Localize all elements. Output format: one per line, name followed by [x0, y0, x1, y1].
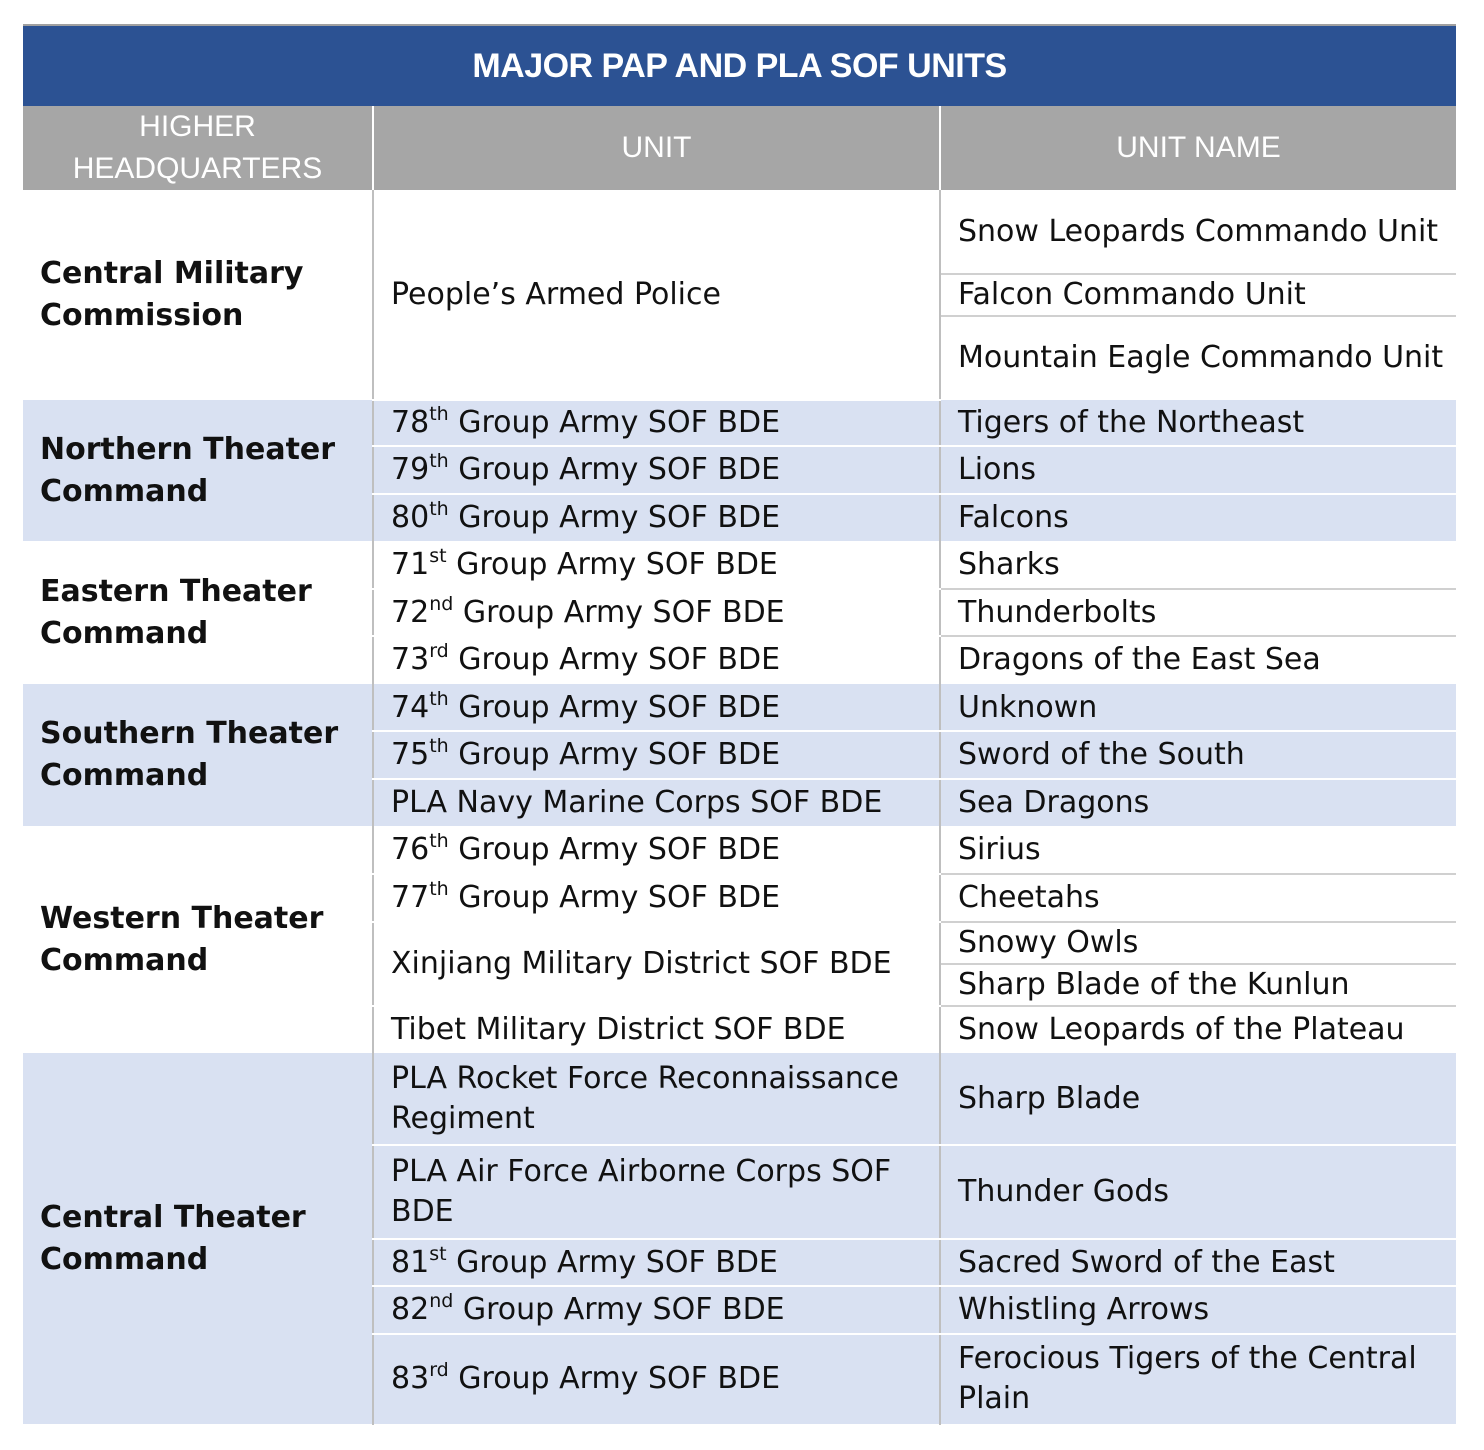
unit-type: Group Army SOF BDE — [448, 737, 781, 772]
unit-name-cell: Sword of the South — [940, 731, 1456, 779]
higher-headquarters-cell: Northern Theater Command — [23, 400, 373, 541]
unit-cell — [373, 731, 940, 779]
unit-name-cell: Sharks — [940, 541, 1456, 589]
unit-name-cell: Falcon Commando Unit — [940, 274, 1456, 316]
unit-cell: People’s Armed Police — [373, 190, 940, 400]
unit-type: Group Army SOF BDE — [448, 405, 781, 440]
table-row — [23, 190, 1456, 274]
ordinal-suffix: th — [429, 497, 449, 520]
unit-cell: Tibet Military District SOF BDE — [373, 1006, 940, 1053]
ordinal-suffix: th — [429, 878, 449, 900]
unit-cell — [373, 1334, 940, 1424]
unit-name-cell: Falcons — [940, 494, 1456, 541]
header-unit-name: UNIT NAME — [940, 106, 1456, 190]
unit-type: Group Army SOF BDE — [446, 547, 778, 582]
unit-number: 75 — [391, 737, 430, 772]
unit-cell — [373, 494, 940, 541]
ordinal-suffix: th — [429, 450, 449, 472]
unit-cell — [373, 684, 940, 731]
ordinal-suffix: th — [429, 403, 449, 425]
unit-name-cell: Lions — [940, 446, 1456, 494]
ordinal-suffix: th — [429, 830, 449, 852]
unit-number: 79 — [391, 452, 430, 487]
ordinal-suffix: st — [429, 545, 447, 567]
unit-cell: Xinjiang Military District SOF BDE — [373, 922, 940, 1006]
unit-number: 81 — [391, 1244, 430, 1280]
unit-name-cell: Tigers of the Northeast — [940, 400, 1456, 446]
table-row — [23, 400, 1456, 446]
unit-name-cell: Whistling Arrows — [940, 1286, 1456, 1334]
unit-cell — [373, 874, 940, 922]
unit-cell: PLA Navy Marine Corps SOF BDE — [373, 779, 940, 826]
unit-type: Group Army SOF BDE — [453, 594, 785, 630]
unit-name-cell: Sharp Blade — [940, 1053, 1456, 1145]
unit-number: 78 — [391, 405, 430, 440]
unit-name-cell: Thunder Gods — [940, 1145, 1456, 1239]
unit-name-cell: Snow Leopards Commando Unit — [940, 190, 1456, 274]
unit-name-cell: Snow Leopards of the Plateau — [940, 1006, 1456, 1053]
unit-type: Group Army SOF BDE — [448, 452, 781, 487]
unit-cell — [373, 636, 940, 684]
unit-type: Group Army SOF BDE — [448, 689, 781, 725]
unit-name-cell: Ferocious Tigers of the Central Plain — [940, 1334, 1456, 1424]
unit-name-cell: Sirius — [940, 826, 1456, 874]
higher-headquarters-cell: Central Theater Command — [23, 1053, 373, 1424]
unit-name-cell: Mountain Eagle Commando Unit — [940, 316, 1456, 400]
unit-cell — [373, 826, 940, 874]
sof-units-table-container — [23, 24, 1456, 1425]
unit-name-cell: Thunderbolts — [940, 589, 1456, 636]
higher-headquarters-cell: Eastern Theater Command — [23, 541, 373, 684]
ordinal-suffix: th — [429, 687, 449, 710]
unit-type: Group Army SOF BDE — [453, 1292, 785, 1327]
unit-type: Group Army SOF BDE — [448, 499, 781, 535]
unit-type: Group Army SOF BDE — [448, 642, 781, 677]
table-title: MAJOR PAP AND PLA SOF UNITS — [23, 25, 1456, 106]
unit-name-cell: Sea Dragons — [940, 779, 1456, 826]
unit-cell — [373, 400, 940, 446]
higher-headquarters-cell: Southern Theater Command — [23, 684, 373, 826]
unit-name-cell: Dragons of the East Sea — [940, 636, 1456, 684]
header-unit: UNIT — [373, 106, 940, 190]
unit-number: 77 — [391, 880, 430, 915]
unit-number: 80 — [391, 499, 430, 535]
unit-name-cell: Sacred Sword of the East — [940, 1239, 1456, 1286]
unit-number: 76 — [391, 832, 430, 867]
unit-cell — [373, 1239, 940, 1286]
sof-units-table — [23, 24, 1456, 1425]
unit-type: Group Army SOF BDE — [448, 880, 781, 915]
ordinal-suffix: st — [429, 1242, 447, 1265]
unit-number: 72 — [391, 594, 430, 630]
unit-name-cell: Cheetahs — [940, 874, 1456, 922]
table-row — [23, 826, 1456, 874]
unit-cell: PLA Rocket Force Reconnaissance Regiment — [373, 1053, 940, 1145]
unit-cell — [373, 541, 940, 589]
unit-cell — [373, 589, 940, 636]
unit-number: 73 — [391, 642, 430, 677]
ordinal-suffix: rd — [429, 640, 449, 662]
unit-cell — [373, 1286, 940, 1334]
table-row — [23, 541, 1456, 589]
unit-number: 83 — [391, 1361, 430, 1396]
unit-number: 74 — [391, 689, 430, 725]
table-body — [23, 190, 1456, 1424]
unit-name-cell: Unknown — [940, 684, 1456, 731]
unit-type: Group Army SOF BDE — [448, 832, 781, 867]
header-higher-headquarters: HIGHER HEADQUARTERS — [23, 106, 373, 190]
unit-cell — [373, 446, 940, 494]
table-row — [23, 1053, 1456, 1145]
unit-number: 82 — [391, 1292, 430, 1327]
ordinal-suffix: rd — [429, 1359, 449, 1381]
unit-name-cell: Sharp Blade of the Kunlun — [940, 964, 1456, 1006]
unit-number: 71 — [391, 547, 430, 582]
unit-name-cell: Snowy Owls — [940, 922, 1456, 964]
unit-type: Group Army SOF BDE — [446, 1244, 778, 1280]
ordinal-suffix: nd — [429, 1290, 454, 1312]
unit-cell: PLA Air Force Airborne Corps SOF BDE — [373, 1145, 940, 1239]
higher-headquarters-cell: Western Theater Command — [23, 826, 373, 1053]
higher-headquarters-cell: Central Military Commission — [23, 190, 373, 400]
table-row — [23, 684, 1456, 731]
unit-type: Group Army SOF BDE — [448, 1361, 781, 1396]
ordinal-suffix: nd — [429, 592, 454, 615]
ordinal-suffix: th — [429, 735, 449, 757]
